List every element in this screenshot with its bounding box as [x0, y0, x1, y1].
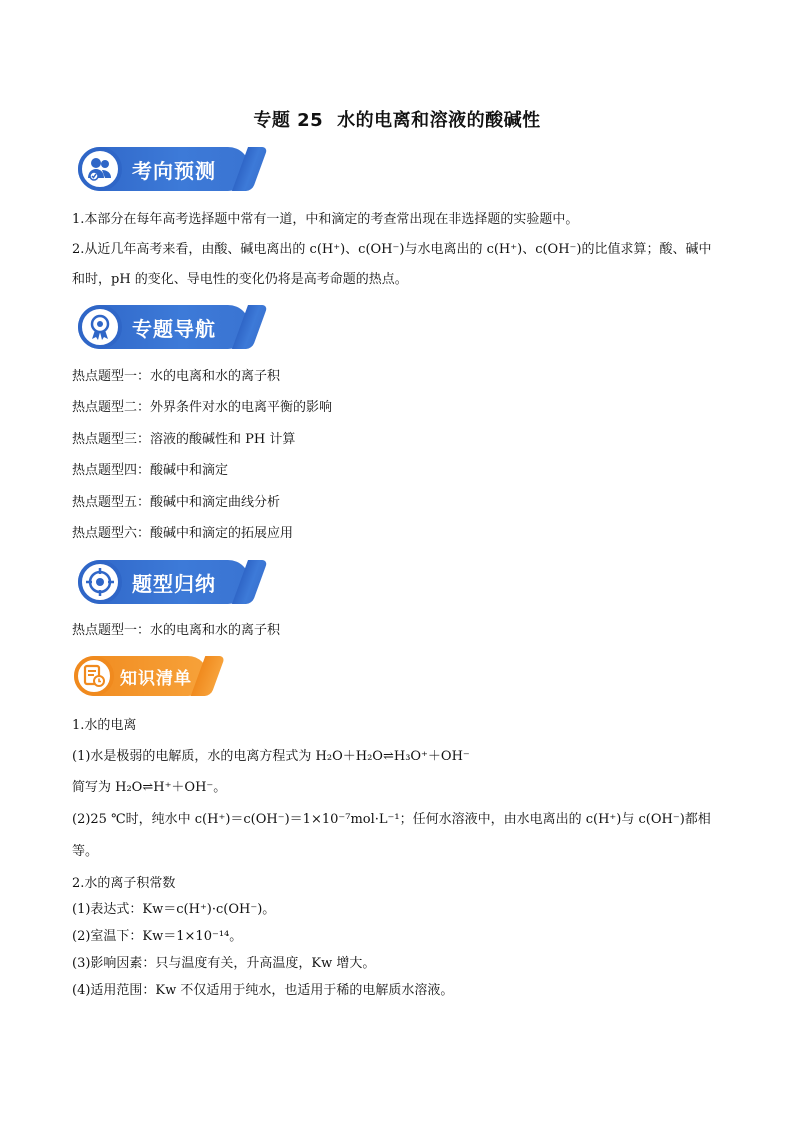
knowledge-heading-2: 2.水的离子积常数 [72, 876, 176, 891]
summary-item-1: 热点题型一：水的电离和水的离子积 [72, 623, 281, 638]
section-title-summary: 题型归纳 [132, 571, 216, 596]
knowledge-line-3: (2)25 ℃时，纯水中 c(H⁺)＝c(OH⁻)＝1×10⁻⁷mol·L⁻¹；任何水溶液中，由水电离出的 c(H⁺)与 c(OH⁻)都相 [72, 812, 711, 827]
guide-item-6: 热点题型六：酸碱中和滴定的拓展应用 [72, 526, 294, 541]
section-title-guide: 专题导航 [132, 316, 216, 341]
people-icon [78, 147, 122, 191]
forecast-line-1: 1.本部分在每年高考选择题中常有一道，中和滴定的考查常出现在非选择题的实验题中。 [72, 212, 579, 227]
knowledge-line-4: 等。 [72, 844, 99, 859]
forecast-line-3: 和时，pH 的变化、导电性的变化仍将是高考命题的热点。 [72, 272, 408, 287]
knowledge-line-7: (3)影响因素：只与温度有关，升高温度，Kw 增大。 [72, 956, 376, 971]
section-title-knowledge: 知识清单 [120, 668, 192, 689]
document-clock-icon [74, 656, 114, 696]
knowledge-line-8: (4)适用范围：Kw 不仅适用于纯水，也适用于稀的电解质水溶液。 [72, 983, 454, 998]
guide-item-2: 热点题型二：外界条件对水的电离平衡的影响 [72, 400, 333, 415]
knowledge-line-6: (2)室温下：Kw＝1×10⁻¹⁴。 [72, 929, 243, 944]
guide-item-4: 热点题型四：酸碱中和滴定 [72, 463, 229, 478]
knowledge-line-1: (1)水是极弱的电解质，水的电离方程式为 H₂O＋H₂O⇌H₃O⁺＋OH⁻ [72, 749, 470, 764]
section-banner-guide [78, 305, 250, 349]
title-text: 水的电离和溶液的酸碱性 [337, 110, 541, 131]
knowledge-heading-1: 1.水的电离 [72, 718, 137, 733]
section-banner-forecast [78, 147, 250, 191]
section-title-forecast: 考向预测 [132, 158, 216, 183]
title-number: 专题 25 [253, 110, 324, 131]
target-icon [78, 560, 122, 604]
section-banner-summary [78, 560, 250, 604]
knowledge-line-5: (1)表达式：Kw＝c(H⁺)·c(OH⁻)。 [72, 902, 276, 917]
guide-item-5: 热点题型五：酸碱中和滴定曲线分析 [72, 495, 281, 510]
forecast-line-2: 2.从近几年高考来看，由酸、碱电离出的 c(H⁺)、c(OH⁻)与水电离出的 c(H⁺)、c(OH⁻)的比值求算；酸、碱中 [72, 242, 712, 257]
guide-item-1: 热点题型一：水的电离和水的离子积 [72, 369, 281, 384]
award-ribbon-icon [78, 305, 122, 349]
page-title [0, 106, 794, 132]
knowledge-line-2: 简写为 H₂O⇌H⁺＋OH⁻。 [72, 780, 227, 795]
section-banner-knowledge [74, 656, 208, 696]
guide-item-3: 热点题型三：溶液的酸碱性和 PH 计算 [72, 432, 296, 447]
